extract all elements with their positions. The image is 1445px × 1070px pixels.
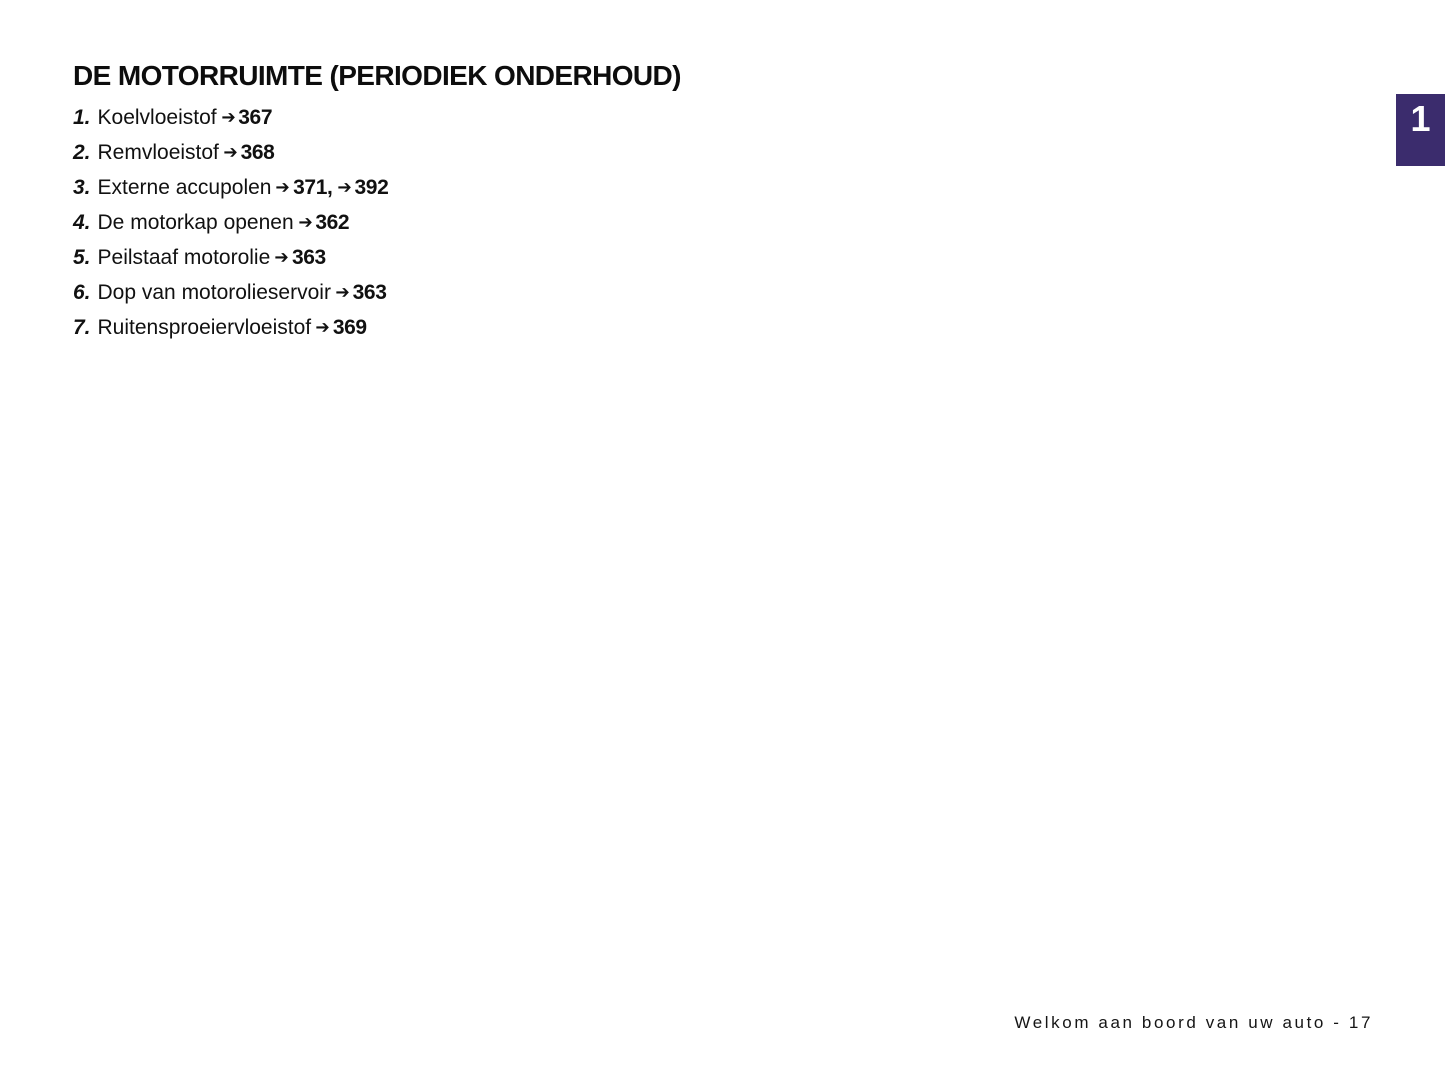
page-number: 392 <box>354 176 389 199</box>
list-item <box>73 135 388 170</box>
page-reference-link[interactable] <box>274 242 326 273</box>
item-number: 1. <box>73 106 91 129</box>
item-label: Remvloeistof <box>97 141 219 164</box>
page-number: 369 <box>332 316 367 339</box>
list-item <box>73 205 388 240</box>
page-reference-link[interactable] <box>337 172 389 203</box>
item-number: 4. <box>73 211 91 234</box>
item-label: Ruitensproeiervloeistof <box>97 316 312 339</box>
arrow-right-icon: ➔ <box>220 107 235 127</box>
page-number: 362 <box>315 211 350 234</box>
list-item <box>73 170 388 205</box>
page-reference-link[interactable] <box>298 207 350 238</box>
list-item <box>73 240 388 275</box>
page-number: 371 <box>293 176 327 199</box>
item-label: Externe accupolen <box>97 176 272 199</box>
item-label: Koelvloeistof <box>97 106 217 129</box>
page-reference-link[interactable] <box>221 102 273 133</box>
list-item <box>73 100 388 135</box>
arrow-right-icon: ➔ <box>298 212 312 232</box>
page-reference-link[interactable] <box>315 312 367 343</box>
arrow-right-icon: ➔ <box>315 317 330 337</box>
reference-separator: , <box>327 176 333 199</box>
page-reference-link[interactable] <box>335 277 387 308</box>
list-item <box>73 310 388 345</box>
arrow-right-icon: ➔ <box>335 282 350 302</box>
page-footer: Welkom aan boord van uw auto - 17 <box>1014 1013 1373 1032</box>
page-reference-link[interactable] <box>275 172 327 203</box>
arrow-right-icon: ➔ <box>223 142 238 162</box>
component-list <box>73 100 388 345</box>
list-item <box>73 275 388 310</box>
arrow-right-icon: ➔ <box>275 177 290 197</box>
arrow-right-icon: ➔ <box>337 177 352 197</box>
chapter-tab[interactable]: 1 <box>1396 94 1445 166</box>
item-number: 7. <box>73 316 91 339</box>
page-number: 363 <box>352 281 387 304</box>
item-number: 6. <box>73 281 91 304</box>
item-number: 2. <box>73 141 91 164</box>
item-number: 3. <box>73 176 91 199</box>
item-label: Peilstaaf motorolie <box>97 246 271 269</box>
page-number: 367 <box>238 106 273 129</box>
item-label: Dop van motorolieservoir <box>97 281 331 304</box>
page-number: 363 <box>291 246 326 269</box>
page-title: DE MOTORRUIMTE (PERIODIEK ONDERHOUD) <box>73 59 681 91</box>
item-label: De motorkap openen <box>97 211 294 234</box>
item-number: 5. <box>73 246 91 269</box>
page-number: 368 <box>240 141 275 164</box>
page-reference-link[interactable] <box>223 137 275 168</box>
arrow-right-icon: ➔ <box>274 247 289 267</box>
